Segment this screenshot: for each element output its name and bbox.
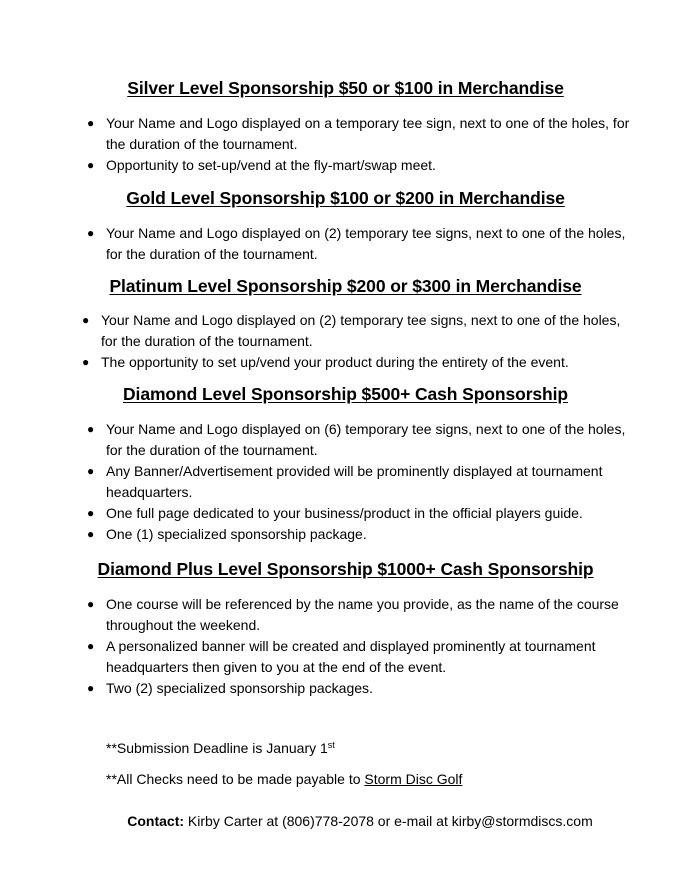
list-item-text: Your Name and Logo displayed on (2) temporary tee signs, next to one of the holes, for the duration of the tournament. (106, 225, 626, 262)
list-item-text: A personalized banner will be created and displayed prominently at tournament headquarters then given to you at the end of the event. (106, 638, 596, 675)
diamond-heading: Diamond Level Sponsorship $500+ Cash Sponsorship (123, 384, 568, 404)
bullet-icon: ● (87, 527, 95, 541)
list-item-text: Your Name and Logo displayed on a temporary tee sign, next to one of the holes, for the duration of the tournament. (106, 115, 630, 152)
bullet-icon: ● (87, 422, 95, 436)
list-item-text: The opportunity to set up/vend your product during the entirety of the event. (101, 354, 569, 370)
contact-details: Kirby Carter at (806)778-2078 or e-mail at kirby@stormdiscs.com (184, 813, 593, 829)
diamond-benefits-list (87, 419, 631, 545)
submission-deadline-note (106, 740, 335, 756)
checks-text: **All Checks need to be made payable to (106, 771, 365, 787)
list-item (87, 636, 626, 678)
deadline-ordinal-suffix: st (327, 740, 335, 750)
bullet-icon: ● (87, 226, 95, 240)
bullet-icon: ● (82, 355, 90, 369)
gold-benefits-list (87, 223, 631, 265)
contact-label: Contact: (127, 813, 185, 829)
list-item (87, 461, 631, 503)
bullet-icon: ● (82, 313, 90, 327)
bullet-icon: ● (87, 681, 95, 695)
list-item (87, 155, 631, 176)
list-item-text: Any Banner/Advertisement provided will be prominently displayed at tournament headquarters. (106, 463, 603, 500)
platinum-heading: Platinum Level Sponsorship $200 or $300 in Merchandise (109, 276, 582, 296)
checks-payable-note (106, 771, 462, 787)
list-item (87, 113, 631, 155)
checks-payee: Storm Disc Golf (364, 771, 463, 787)
list-item (87, 419, 631, 461)
list-item-text: One (1) specialized sponsorship package. (106, 526, 367, 542)
bullet-icon: ● (87, 158, 95, 172)
list-item (87, 503, 631, 524)
list-item-text: Two (2) specialized sponsorship packages. (106, 680, 373, 696)
bullet-icon: ● (87, 464, 95, 478)
list-item-text: Your Name and Logo displayed on (2) temporary tee signs, next to one of the holes, for the duration of the tournament. (101, 312, 621, 349)
list-item (87, 594, 626, 636)
list-item (82, 310, 631, 352)
diamond-plus-heading: Diamond Plus Level Sponsorship $1000+ Cash Sponsorship (97, 559, 594, 579)
deadline-text: **Submission Deadline is January 1 (106, 740, 328, 756)
list-item-text: One full page dedicated to your business/product in the official players guide. (106, 505, 583, 521)
list-item-text: Your Name and Logo displayed on (6) temporary tee signs, next to one of the holes, for the duration of the tournament. (106, 421, 626, 458)
list-item (87, 524, 631, 545)
bullet-icon: ● (87, 116, 95, 130)
silver-benefits-list (87, 113, 631, 176)
list-item-text: Opportunity to set-up/vend at the fly-mart/swap meet. (106, 157, 436, 173)
bullet-icon: ● (87, 506, 95, 520)
diamond-plus-benefits-list (87, 594, 626, 699)
bullet-icon: ● (87, 597, 95, 611)
contact-line (0, 813, 691, 829)
list-item (87, 223, 631, 265)
platinum-benefits-list (82, 310, 631, 373)
bullet-icon: ● (87, 639, 95, 653)
list-item (87, 678, 626, 699)
silver-heading: Silver Level Sponsorship $50 or $100 in Merchandise (127, 78, 564, 98)
list-item-text: One course will be referenced by the name you provide, as the name of the course throughout the weekend. (106, 596, 619, 633)
gold-heading: Gold Level Sponsorship $100 or $200 in Merchandise (126, 188, 565, 208)
list-item (82, 352, 631, 373)
